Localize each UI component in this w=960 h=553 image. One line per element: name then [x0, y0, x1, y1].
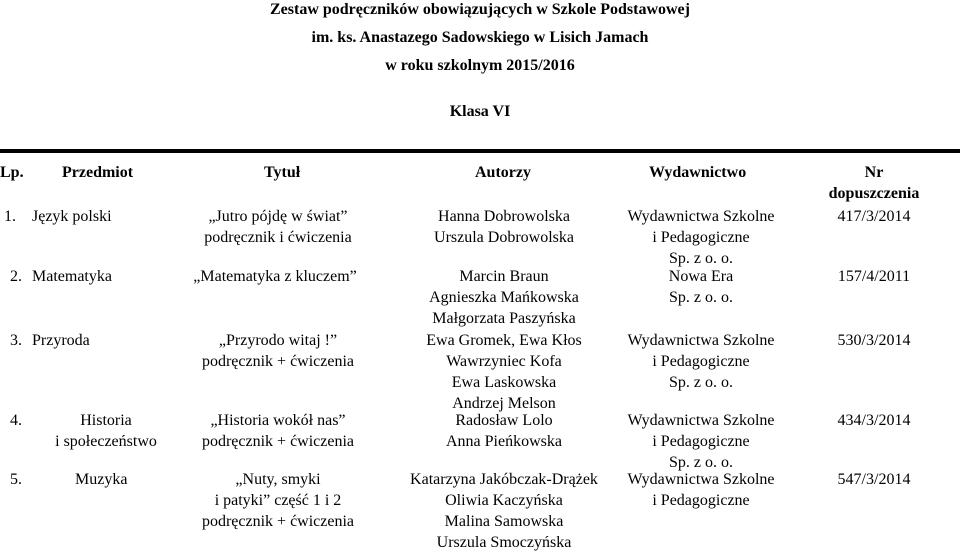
row2-authors: Marcin Braun Agnieszka Mańkowska Małgorzata Paszyńska: [429, 268, 579, 327]
col-header-publisher: Wydawnictwo: [649, 164, 747, 181]
col-header-lp: Lp.: [0, 164, 24, 181]
row2-publisher: Nowa Era Sp. z o. o.: [668, 268, 734, 306]
row1-authors: Hanna Dobrowolska Urszula Dobrowolska: [434, 208, 574, 246]
row3-num: 3.: [10, 332, 22, 349]
row5-authors: Katarzyna Jakóbczak-Drążek Oliwia Kaczyńska Malina Samowska Urszula Smoczyńska: [410, 471, 598, 551]
row4-title: „Historia wokół nas” podręcznik + ćwiczenia: [201, 412, 355, 450]
row5-num: 5.: [10, 471, 22, 488]
row5-publisher: Wydawnictwa Szkolne i Pedagogiczne: [627, 471, 775, 509]
class-label: Klasa VI: [449, 103, 511, 120]
row5-title: „Nuty, smyki i patyki” część 1 i 2 podręcznik + ćwiczenia: [201, 471, 355, 530]
row4-subject: Historia i społeczeństwo: [55, 412, 157, 450]
row1-num: 1.: [4, 208, 16, 225]
school-header-line2: im. ks. Anastazego Sadowskiego w Lisich Jamach: [311, 29, 649, 46]
col-header-permit-line2: dopuszczenia: [828, 185, 920, 202]
col-header-permit-line1: Nr: [864, 164, 884, 181]
row2-title: „Matematyka z kluczem”: [193, 268, 357, 285]
row1-publisher: Wydawnictwa Szkolne i Pedagogiczne Sp. z o. o.: [627, 208, 775, 267]
row4-authors: Radosław Lolo Anna Pieńkowska: [446, 412, 562, 450]
col-header-authors: Autorzy: [475, 164, 531, 181]
row1-title: „Jutro pójdę w świat” podręcznik i ćwiczenia: [204, 208, 352, 246]
row4-permit: 434/3/2014: [837, 412, 911, 429]
row3-title: „Przyrodo witaj !” podręcznik + ćwiczenia: [201, 332, 355, 370]
row5-subject: Muzyka: [75, 471, 128, 488]
row1-subject: Język polski: [32, 208, 112, 225]
row2-num: 2.: [10, 268, 22, 285]
row4-publisher: Wydawnictwa Szkolne i Pedagogiczne Sp. z o. o.: [627, 412, 775, 471]
col-header-permit: [805, 162, 943, 204]
row3-subject: Przyroda: [32, 332, 90, 349]
row3-publisher: Wydawnictwa Szkolne i Pedagogiczne Sp. z o. o.: [627, 332, 775, 391]
col-header-subject: Przedmiot: [62, 164, 134, 181]
row3-permit: 530/3/2014: [837, 332, 911, 349]
row4-num: 4.: [10, 412, 22, 429]
col-header-title: Tytuł: [264, 164, 301, 181]
row2-subject: Matematyka: [32, 268, 112, 285]
school-header-line1: Zestaw podręczników obowiązujących w Szkole Podstawowej: [270, 1, 690, 18]
row3-authors: Ewa Gromek, Ewa Kłos Wawrzyniec Kofa Ewa Laskowska Andrzej Melson: [426, 332, 582, 412]
row5-permit: 547/3/2014: [837, 471, 911, 488]
school-year: w roku szkolnym 2015/2016: [385, 57, 575, 74]
row1-permit: 417/3/2014: [837, 208, 911, 225]
table-top-rule: [0, 149, 960, 153]
row2-permit: 157/4/2011: [837, 268, 911, 285]
